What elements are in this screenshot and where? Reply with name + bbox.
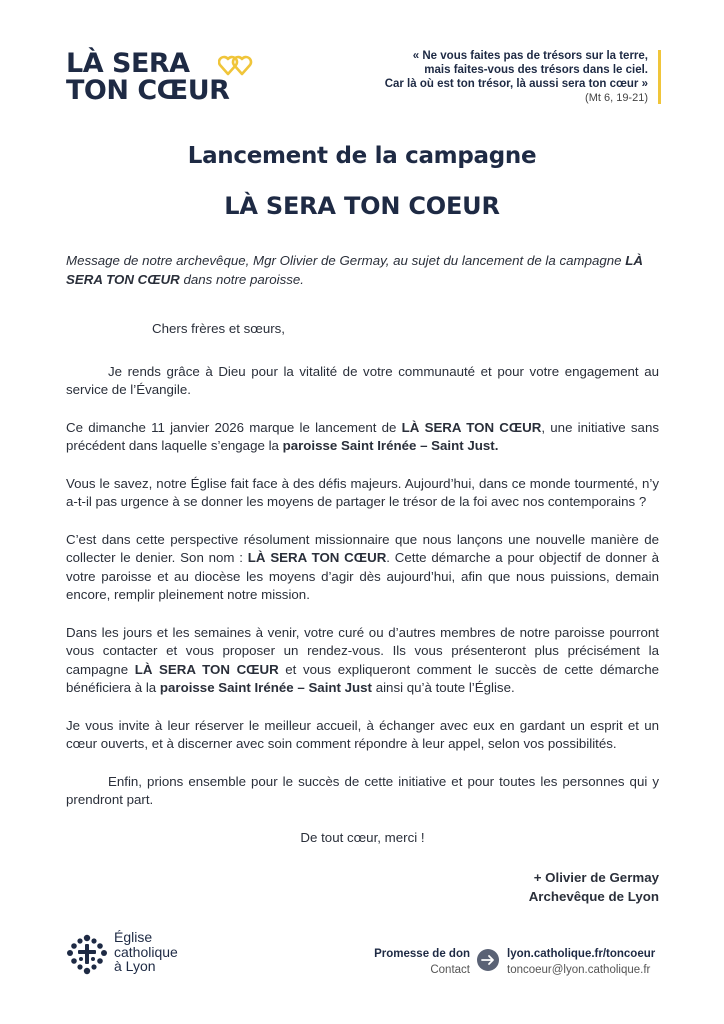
p2-campaign-name: LÀ SERA TON CŒUR [401, 419, 542, 435]
p4-text: C’est dans cette perspective résolument missionnaire que nous lançons une nouvelle manière de collecter le denier. Son nom : [66, 531, 659, 565]
diocese-line: à Lyon [114, 958, 156, 974]
logo-line-2: TON CŒUR [66, 75, 230, 106]
letter-body [66, 252, 659, 906]
arrow-glyph [477, 949, 499, 971]
p4-campaign-name: LÀ SERA TON CŒUR [247, 550, 387, 565]
greeting: Chers frères et sœurs, [152, 321, 285, 336]
footer-links [507, 946, 655, 978]
page-title: Lancement de la campagne [187, 143, 537, 169]
intro-campaign-name: LÀ SERA TON CŒUR [66, 253, 643, 287]
arrow-right-icon[interactable] [477, 949, 499, 971]
diocese-logo [66, 930, 206, 980]
donation-link[interactable]: lyon.catholique.fr/toncoeur [507, 948, 656, 960]
closing-thanks: De tout cœur, merci ! [300, 829, 425, 845]
diocese-line: catholique [114, 943, 178, 960]
paragraph-1: Je rends grâce à Dieu pour la vitalité de votre communauté et pour votre engagement au service de l’Évangile. [66, 363, 659, 397]
p4-text-2: . Cette démarche a pour objectif de donner à votre paroisse et au diocèse les moyens d’agir dès aujourd’hui, afin que nous puissions, demain encore, remplir pleinement notre mission. [66, 550, 659, 602]
contact-email-link[interactable]: toncoeur@lyon.catholique.fr [507, 964, 651, 976]
quote-reference: (Mt 6, 19-21) [585, 92, 648, 104]
signature-title: Archevêque de Lyon [528, 888, 659, 904]
p2-text-2: , une initiative sans précédent dans laquelle s’engage la [66, 419, 659, 453]
p2-parish-name: paroisse Saint Irénée – Saint Just. [282, 438, 499, 453]
p5-text-3: ainsi qu’à toute l’Église. [372, 680, 515, 695]
footer-labels [360, 946, 470, 978]
logo-line-1: LÀ SERA [66, 48, 190, 79]
quote-line: Car là où est ton trésor, là aussi sera ton cœur » [384, 78, 648, 90]
campaign-logo [66, 50, 266, 104]
quote-accent-bar [658, 50, 661, 104]
p2-text: Ce dimanche 11 janvier 2026 marque le lancement de [66, 419, 402, 435]
paragraph-5 [66, 624, 659, 698]
p5-text: Dans les jours et les semaines à venir, votre curé ou d’autres membres de notre paroisse pourront vous contacter et vous proposer un rendez-vous. Ils vous présenteront plus précisément la campagne [66, 624, 659, 677]
diocese-line: Église [114, 929, 153, 945]
double-heart-icon [218, 54, 258, 76]
page-subtitle: LÀ SERA TON COEUR [224, 192, 500, 220]
quote-line: mais faites-vous des trésors dans le ciel. [424, 64, 648, 76]
quote-line: « Ne vous faites pas de trésors sur la terre, [412, 50, 648, 62]
contact-label: Contact [430, 964, 470, 976]
diocese-cross-icon [66, 933, 108, 975]
p5-campaign-name: LÀ SERA TON CŒUR [134, 661, 279, 677]
paragraph-2 [66, 419, 659, 456]
donation-label: Promesse de don [374, 948, 470, 960]
intro-text: Message de notre archevêque, Mgr Olivier de Germay, au sujet du lancement de la campagne [66, 253, 626, 268]
intro-text-end: dans notre paroisse. [179, 271, 304, 287]
p5-text-2: et vous expliqueront comment le succès de cette démarche bénéficiera à la [66, 661, 659, 695]
diocese-name [114, 930, 178, 974]
p5-parish-name: paroisse Saint Irénée – Saint Just [159, 680, 372, 695]
scripture-quote [318, 49, 648, 105]
paragraph-3: Vous le savez, notre Église fait face à des défis majeurs. Aujourd’hui, dans ce monde tourmenté, n’y a-t-il pas urgence à se donner les moyens de partager le trésor de la foi avec nos contemporains ? [66, 475, 659, 509]
paragraph-6: Je vous invite à leur réserver le meilleur accueil, à échanger avec eux en gardant un esprit et un cœur ouverts, et à discerner avec soin comment répondre à leur appel, selon vos possibilités. [66, 717, 659, 751]
signature-name: + Olivier de Germay [533, 870, 659, 885]
intro-paragraph [66, 252, 659, 289]
paragraph-4 [66, 531, 659, 605]
paragraph-7: Enfin, prions ensemble pour le succès de cette initiative et pour toutes les personnes qui y prendront part. [66, 773, 659, 807]
